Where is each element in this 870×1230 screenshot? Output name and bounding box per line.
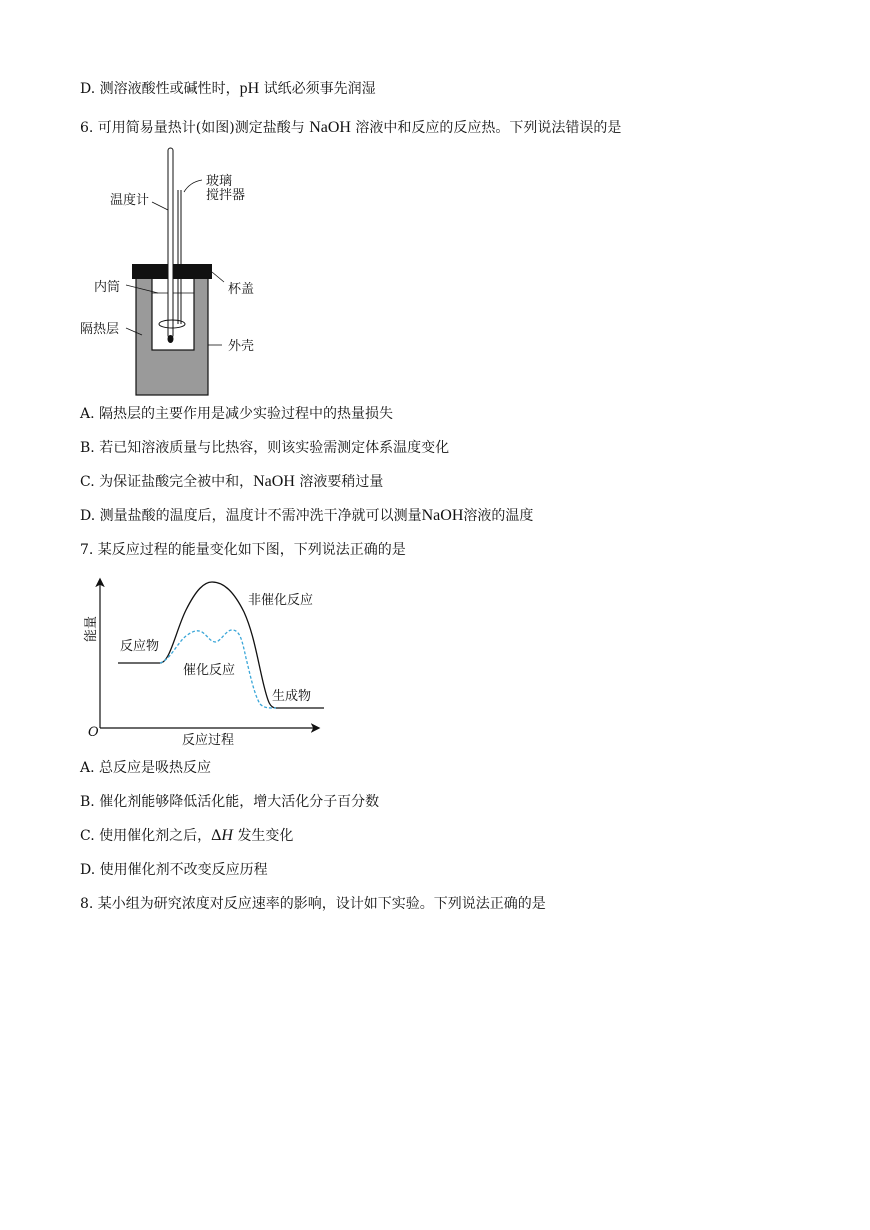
q7-c-h: H bbox=[221, 827, 233, 844]
q7-c-prefix: C. 使用催化剂之后， bbox=[80, 828, 212, 844]
label-insulation: 隔热层 bbox=[80, 322, 120, 337]
q7-option-a: A. 总反应是吸热反应 bbox=[80, 760, 212, 776]
label-products: 生成物 bbox=[272, 689, 312, 704]
origin-label: O bbox=[88, 725, 99, 740]
q6-option-a: A. 隔热层的主要作用是减少实验过程中的热量损失 bbox=[80, 406, 394, 422]
q5-option-d bbox=[80, 79, 376, 99]
q7-c-suffix: 发生变化 bbox=[237, 828, 294, 844]
q6-c-prefix: C. 为保证盐酸完全被中和， bbox=[80, 474, 254, 490]
q6-d-suffix: 溶液的温度 bbox=[463, 508, 534, 524]
label-reactants: 反应物 bbox=[120, 639, 160, 654]
q7-option-d: D. 使用催化剂不改变反应历程 bbox=[80, 862, 268, 878]
calorimeter-figure bbox=[76, 140, 276, 400]
label-shell: 外壳 bbox=[228, 339, 255, 354]
q6-d-naoh: NaOH bbox=[421, 507, 464, 524]
q6-option-b: B. 若已知溶液质量与比热容，则该实验需测定体系温度变化 bbox=[80, 440, 450, 456]
q6-stem bbox=[80, 118, 621, 138]
q5-d-suffix: 试纸必须事先润湿 bbox=[263, 81, 376, 97]
q7-option-c bbox=[80, 826, 293, 846]
label-lid: 杯盖 bbox=[228, 282, 255, 297]
q7-option-b: B. 催化剂能够降低活化能，增大活化分子百分数 bbox=[80, 794, 380, 810]
q6-option-d bbox=[80, 506, 533, 526]
q5-d-prefix: D. 测溶液酸性或碱性时， bbox=[80, 81, 240, 97]
label-noncatalyzed: 非催化反应 bbox=[248, 593, 314, 608]
q8-stem: 8. 某小组为研究浓度对反应速率的影响，设计如下实验。下列说法正确的是 bbox=[80, 896, 546, 912]
energy-profile-figure bbox=[78, 570, 338, 750]
q6-d-prefix: D. 测量盐酸的温度后，温度计不需冲洗干净就可以测量 bbox=[80, 508, 422, 524]
x-axis-label: 反应过程 bbox=[182, 733, 235, 748]
label-thermometer: 温度计 bbox=[110, 193, 150, 208]
q6-c-naoh: NaOH bbox=[253, 473, 295, 490]
q6-stem-naoh: NaOH bbox=[309, 119, 351, 136]
label-glass-2: 搅拌器 bbox=[206, 188, 246, 203]
thermometer bbox=[168, 148, 173, 338]
label-catalyzed: 催化反应 bbox=[183, 663, 236, 678]
y-axis-label: 能量 bbox=[84, 615, 99, 642]
q6-c-suffix: 溶液要稍过量 bbox=[299, 474, 384, 490]
q6-stem-b: 溶液中和反应的反应热。下列说法错误的是 bbox=[355, 120, 622, 136]
label-glass-1: 玻璃 bbox=[206, 174, 233, 189]
label-inner-cup: 内筒 bbox=[94, 280, 121, 295]
q7-stem: 7. 某反应过程的能量变化如下图，下列说法正确的是 bbox=[80, 542, 406, 558]
q6-option-c bbox=[80, 472, 383, 492]
q5-d-ph: pH bbox=[239, 80, 260, 97]
q6-stem-a: 6. 可用简易量热计(如图)测定盐酸与 bbox=[80, 120, 305, 136]
q7-c-delta: Δ bbox=[211, 827, 222, 844]
